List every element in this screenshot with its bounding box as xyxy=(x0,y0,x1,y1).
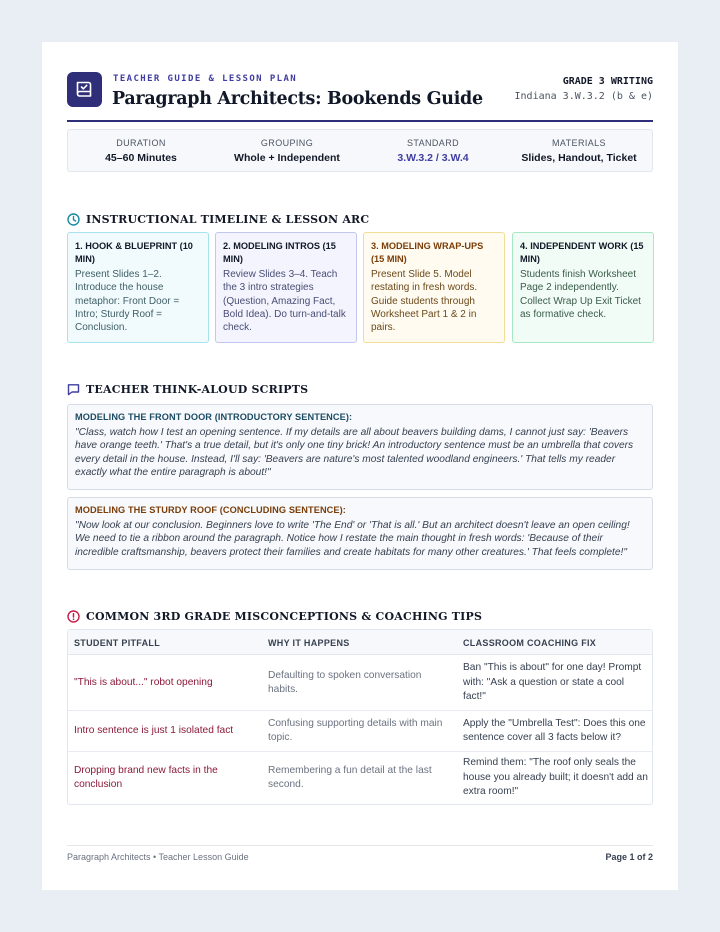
fix-cell: Remind them: "The roof only seals the house you already built; it doesn't add an extra room!" xyxy=(463,757,648,798)
script-label: MODELING THE STURDY ROOF (CONCLUDING SENTENCE): xyxy=(75,505,346,515)
meta-label: DURATION xyxy=(116,138,166,148)
footer-divider xyxy=(67,845,653,846)
why-cell: Defaulting to spoken conversation habits. xyxy=(268,669,422,695)
card-title: 3. MODELING WRAP-UPS (15 MIN) xyxy=(371,241,484,264)
timeline-card-independent xyxy=(512,232,654,343)
script-sturdy-roof xyxy=(67,497,653,570)
fix-cell: Apply the "Umbrella Test": Does this one sentence cover all 3 facts below it? xyxy=(463,717,646,743)
why-cell: Confusing supporting details with main topic. xyxy=(268,717,443,743)
footer-left: Paragraph Architects • Teacher Lesson Guide xyxy=(67,852,249,862)
meta-label: STANDARD xyxy=(406,138,460,148)
card-title: 1. HOOK & BLUEPRINT (10 MIN) xyxy=(75,241,193,264)
card-title: 4. INDEPENDENT WORK (15 MIN) xyxy=(520,241,644,264)
section-title: COMMON 3RD GRADE MISCONCEPTIONS & COACHING TIPS xyxy=(86,610,483,623)
meta-value: Slides, Handout, Ticket xyxy=(521,152,637,164)
pitfall-cell: "This is about..." robot opening xyxy=(74,676,213,688)
script-text: "Class, watch how I test an opening sentence. If my details are all about beavers building dams, I cannot just say: 'Beavers have orange teeth.' That's a true detail, but it's only one tiny brick! An introductory sentence must be an umbrella that covers every detail in the house. Instead, I'll say: 'Beavers are nature's most talented woodland engineers.' That tells my reader exactly what the entire paragraph is about!" xyxy=(75,427,634,478)
script-label: MODELING THE FRONT DOOR (INTRODUCTORY SENTENCE): xyxy=(75,412,353,422)
script-front-door xyxy=(67,404,653,490)
card-body: Present Slides 1–2. Introduce the house metaphor: Front Door = Intro; Sturdy Roof = Conclusion. xyxy=(75,269,180,334)
misconceptions-heading xyxy=(67,609,653,625)
grade-label: GRADE 3 WRITING xyxy=(562,76,653,87)
table-row xyxy=(68,711,652,752)
guide-eyebrow: TEACHER GUIDE & LESSON PLAN xyxy=(113,74,298,84)
timeline-card-wrapups xyxy=(363,232,505,343)
pitfall-cell: Intro sentence is just 1 isolated fact xyxy=(74,724,234,736)
timeline-card-hook xyxy=(67,232,209,343)
column-header: WHY IT HAPPENS xyxy=(268,638,350,648)
meta-value: Whole + Independent xyxy=(234,152,340,164)
clock-icon xyxy=(67,213,80,226)
table-row xyxy=(68,656,652,711)
meta-grouping xyxy=(214,130,360,171)
lesson-meta-bar xyxy=(67,129,653,172)
script-text: "Now look at our conclusion. Beginners love to write 'The End' or 'That is all.' But an architect doesn't leave an open ceiling! We need to tie a ribbon around the paragraph. Notice how I restate the main thought in fresh words: 'Because of their incredible craftsmanship, beavers protect their families and create habitats for many other creatures.' That feels complete!" xyxy=(75,520,630,558)
column-header: CLASSROOM COACHING FIX xyxy=(463,638,597,648)
misconceptions-table xyxy=(67,629,653,805)
section-title: TEACHER THINK-ALOUD SCRIPTS xyxy=(86,383,309,396)
book-check-icon xyxy=(67,72,102,107)
alert-circle-icon xyxy=(67,610,80,623)
timeline-card-intros xyxy=(215,232,357,343)
chat-bubble-icon xyxy=(67,383,80,396)
timeline-heading xyxy=(67,212,653,228)
footer-page-number xyxy=(605,852,653,862)
page-header xyxy=(67,72,653,122)
table-row xyxy=(68,752,652,804)
card-body: Review Slides 3–4. Teach the 3 intro strategies (Question, Amazing Fact, Bold Idea). Do turn-and-talk check. xyxy=(223,269,346,334)
meta-value: 45–60 Minutes xyxy=(105,152,177,164)
card-body: Students finish Worksheet Page 2 independently. Collect Wrap Up Exit Ticket as formative check. xyxy=(520,269,641,320)
page-number: Page 1 of 2 xyxy=(605,852,653,862)
section-title: INSTRUCTIONAL TIMELINE & LESSON ARC xyxy=(86,213,370,226)
scripts-heading xyxy=(67,382,653,398)
table-header xyxy=(68,630,652,655)
why-cell: Remembering a fun detail at the last second. xyxy=(268,764,432,790)
meta-duration xyxy=(68,130,214,171)
meta-label: GROUPING xyxy=(260,138,314,148)
card-body: Present Slide 5. Model restating in fresh words. Guide students through Worksheet Part 1 & 2 in pairs. xyxy=(371,269,478,334)
lesson-page xyxy=(42,42,678,890)
pitfall-cell: Dropping brand new facts in the conclusion xyxy=(74,764,218,790)
column-header: STUDENT PITFALL xyxy=(74,638,160,648)
standard-label: Indiana 3.W.3.2 (b & e) xyxy=(514,91,653,102)
meta-label: MATERIALS xyxy=(552,138,606,148)
fix-cell: Ban "This is about" for one day! Prompt with: "Ask a question or state a cool fact!" xyxy=(463,662,642,703)
meta-materials xyxy=(506,130,652,171)
card-title: 2. MODELING INTROS (15 MIN) xyxy=(223,241,336,264)
page-title: Paragraph Architects: Bookends Guide xyxy=(112,89,483,109)
meta-standard xyxy=(360,130,506,171)
header-divider xyxy=(67,120,653,122)
meta-value: 3.W.3.2 / 3.W.4 xyxy=(397,152,469,164)
